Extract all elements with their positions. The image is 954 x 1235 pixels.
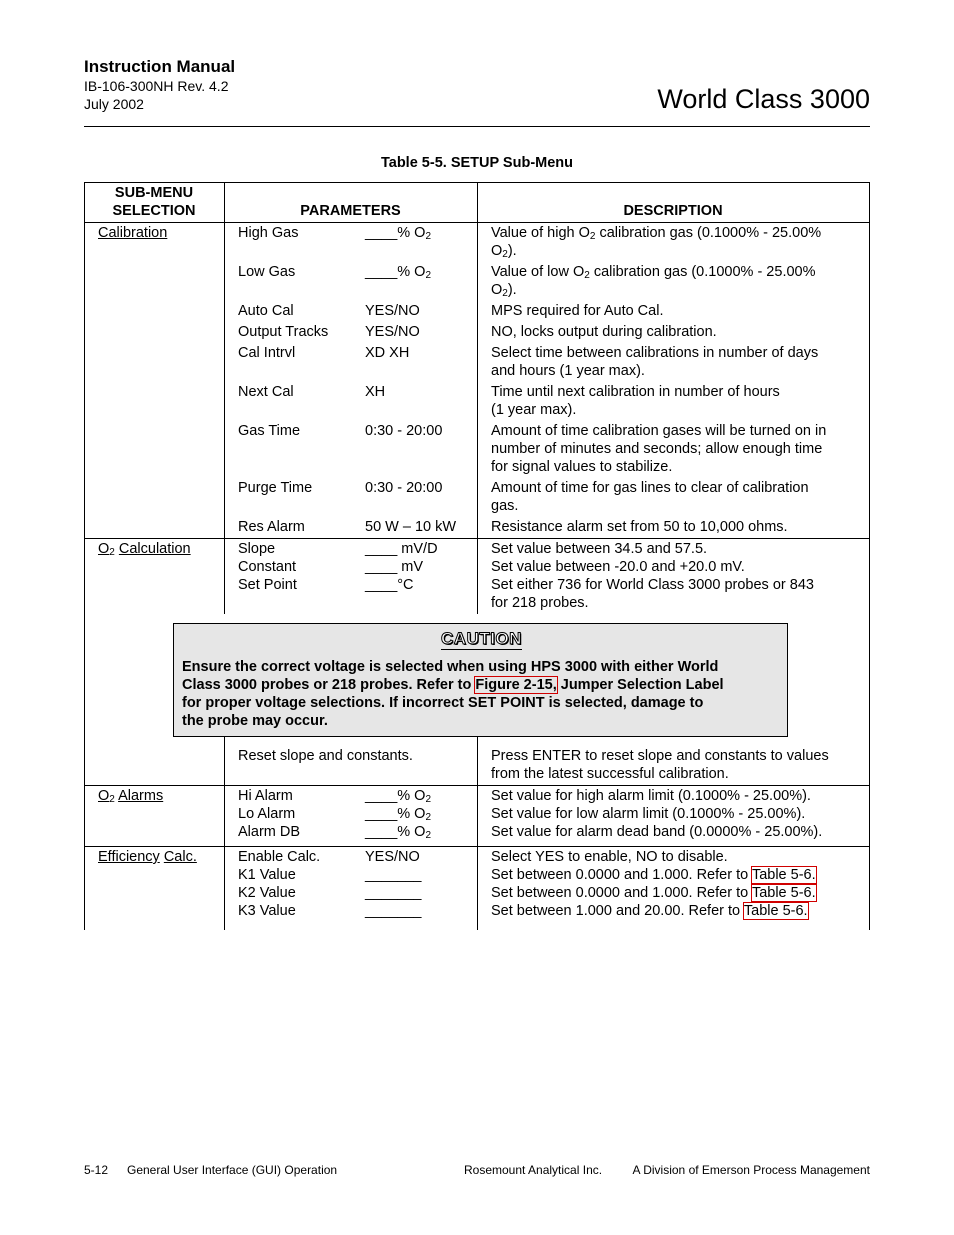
param-value: ____% $O_2$ (365, 788, 432, 805)
param-description: Set value for high alarm limit (0.1000% - 25.00%). (491, 788, 811, 804)
param-value: ____% $O_2$ (365, 824, 432, 841)
param-description: Amount of time for gas lines to clear of calibration (491, 480, 809, 496)
caution-text: Ensure the correct voltage is selected when using HPS 3000 with either World Class 3000 probes or 218 probes. Refer to Figure 2-15, Jumper Selection Label for proper voltage selections. If incorrect SET POINT is selected, damage to the probe may occur. (182, 659, 724, 729)
param-name: Next Cal (238, 384, 294, 400)
param-description: Set value for low alarm limit (0.1000% - 25.00%). (491, 806, 806, 822)
param-value: YES/NO (365, 324, 420, 340)
column-divider (477, 182, 478, 614)
footer-section: General User Interface (GUI) Operation (127, 1163, 338, 1177)
submenu-o2-calculation: $O_2$ Calculation (98, 541, 191, 558)
param-name: K1 Value (238, 867, 296, 883)
param-value: ____°C (365, 577, 414, 593)
param-value: 0:30 - 20:00 (365, 423, 443, 439)
param-value: ____ mV (365, 559, 424, 575)
figure-link[interactable]: Figure 2-15, (475, 677, 557, 693)
param-description: Set either 736 for World Class 3000 probes or 843 (491, 577, 814, 593)
param-name: Cal Intrvl (238, 345, 296, 361)
param-name: High Gas (238, 225, 299, 241)
col-header-parameters: PARAMETERS (300, 203, 401, 219)
submenu-o2-alarms: $O_2$ Alarms (98, 788, 164, 805)
param-name: Res Alarm (238, 519, 305, 535)
param-name: Gas Time (238, 423, 301, 439)
product-name: World Class 3000 (657, 84, 870, 114)
col-header-submenu: SUB-MENU SELECTION (112, 185, 196, 219)
param-description: number of minutes and seconds; allow enough time (491, 441, 823, 457)
param-name: Lo Alarm (238, 806, 296, 822)
param-description: NO, locks output during calibration. (491, 324, 717, 340)
param-description: Amount of time calibration gases will be turned on in (491, 423, 827, 439)
col-header-description: DESCRIPTION (623, 203, 723, 219)
param-description: for 218 probes. (491, 595, 589, 611)
param-name: K3 Value (238, 903, 296, 919)
param-value: _______ (365, 903, 422, 919)
param-description: Select time between calibrations in number of days (491, 345, 819, 361)
param-value: ____% $O_2$ (365, 264, 432, 281)
doc-number: IB-106-300NH Rev. 4.2 (84, 78, 229, 94)
param-description: Set between 1.000 and 20.00. Refer to Table 5-6. (491, 903, 808, 919)
param-value: _______ (365, 885, 422, 901)
footer-company: Rosemount Analytical Inc. (464, 1163, 603, 1177)
footer-division: A Division of Emerson Process Management (632, 1163, 870, 1177)
param-name: Reset slope and constants. (238, 748, 413, 764)
param-name: Output Tracks (238, 324, 329, 340)
submenu-efficiency-calc: Efficiency Calc. (98, 849, 197, 865)
param-value: ____% $O_2$ (365, 806, 432, 823)
param-value: 0:30 - 20:00 (365, 480, 443, 496)
param-description: Set between 0.0000 and 1.000. Refer to Table 5-6. (491, 867, 816, 883)
param-value: _______ (365, 867, 422, 883)
column-divider (477, 737, 478, 930)
submenu-calibration: Calibration (98, 225, 168, 241)
param-name: Alarm DB (238, 824, 301, 840)
param-description: gas. (491, 498, 519, 514)
param-value: 50 W – 10 kW (365, 519, 457, 535)
param-description: $O_2$). (491, 243, 517, 260)
param-description: $O_2$). (491, 282, 517, 299)
footer-page-number: 5-12 (84, 1163, 109, 1177)
caution-box (173, 623, 788, 737)
header-rule (84, 126, 870, 127)
param-description: Set value between 34.5 and 57.5. (491, 541, 708, 557)
table-link[interactable]: Table 5-6. (751, 867, 816, 883)
param-value: ____ mV/D (365, 541, 438, 557)
table-border-right (869, 182, 870, 930)
param-description: Select YES to enable, NO to disable. (491, 849, 728, 865)
table-caption: Table 5-5. SETUP Sub-Menu (380, 155, 574, 171)
doc-type-title: Instruction Manual (84, 57, 236, 76)
param-description: Set value between -20.0 and +20.0 mV. (491, 559, 745, 575)
param-description: Value of low $O_2$ calibration gas (0.1000% - 25.00% (491, 264, 816, 281)
param-description: Value of high $O_2$ calibration gas (0.1000% - 25.00% (491, 225, 822, 242)
param-description: Set value for alarm dead band (0.0000% - 25.00%). (491, 824, 823, 840)
param-name: Auto Cal (238, 303, 294, 319)
param-description: Resistance alarm set from 50 to 10,000 ohms. (491, 519, 788, 535)
param-name: Hi Alarm (238, 788, 293, 804)
param-description: MPS required for Auto Cal. (491, 303, 664, 319)
caution-heading: CAUTION (441, 629, 522, 648)
param-description: Set between 0.0000 and 1.000. Refer to Table 5-6. (491, 885, 816, 901)
param-value: XH (365, 384, 386, 400)
param-name: Low Gas (238, 264, 296, 280)
param-description: from the latest successful calibration. (491, 766, 729, 782)
param-description: for signal values to stabilize. (491, 459, 673, 475)
table-link[interactable]: Table 5-6. (743, 903, 808, 919)
param-description: (1 year max). (491, 402, 577, 418)
param-name: Slope (238, 541, 276, 557)
param-name: Constant (238, 559, 297, 575)
param-description: Time until next calibration in number of hours (491, 384, 780, 400)
param-value: YES/NO (365, 303, 420, 319)
param-name: Purge Time (238, 480, 313, 496)
param-value: ____% $O_2$ (365, 225, 432, 242)
table-link[interactable]: Table 5-6. (751, 885, 816, 901)
table-border-left (84, 182, 85, 930)
column-divider (224, 182, 225, 614)
param-description: Press ENTER to reset slope and constants to values (491, 748, 829, 764)
param-name: Enable Calc. (238, 849, 321, 865)
param-name: Set Point (238, 577, 297, 593)
param-value: XD XH (365, 345, 410, 361)
param-value: YES/NO (365, 849, 420, 865)
doc-date: July 2002 (84, 96, 144, 112)
param-description: and hours (1 year max). (491, 363, 645, 379)
param-name: K2 Value (238, 885, 296, 901)
column-divider (224, 737, 225, 930)
